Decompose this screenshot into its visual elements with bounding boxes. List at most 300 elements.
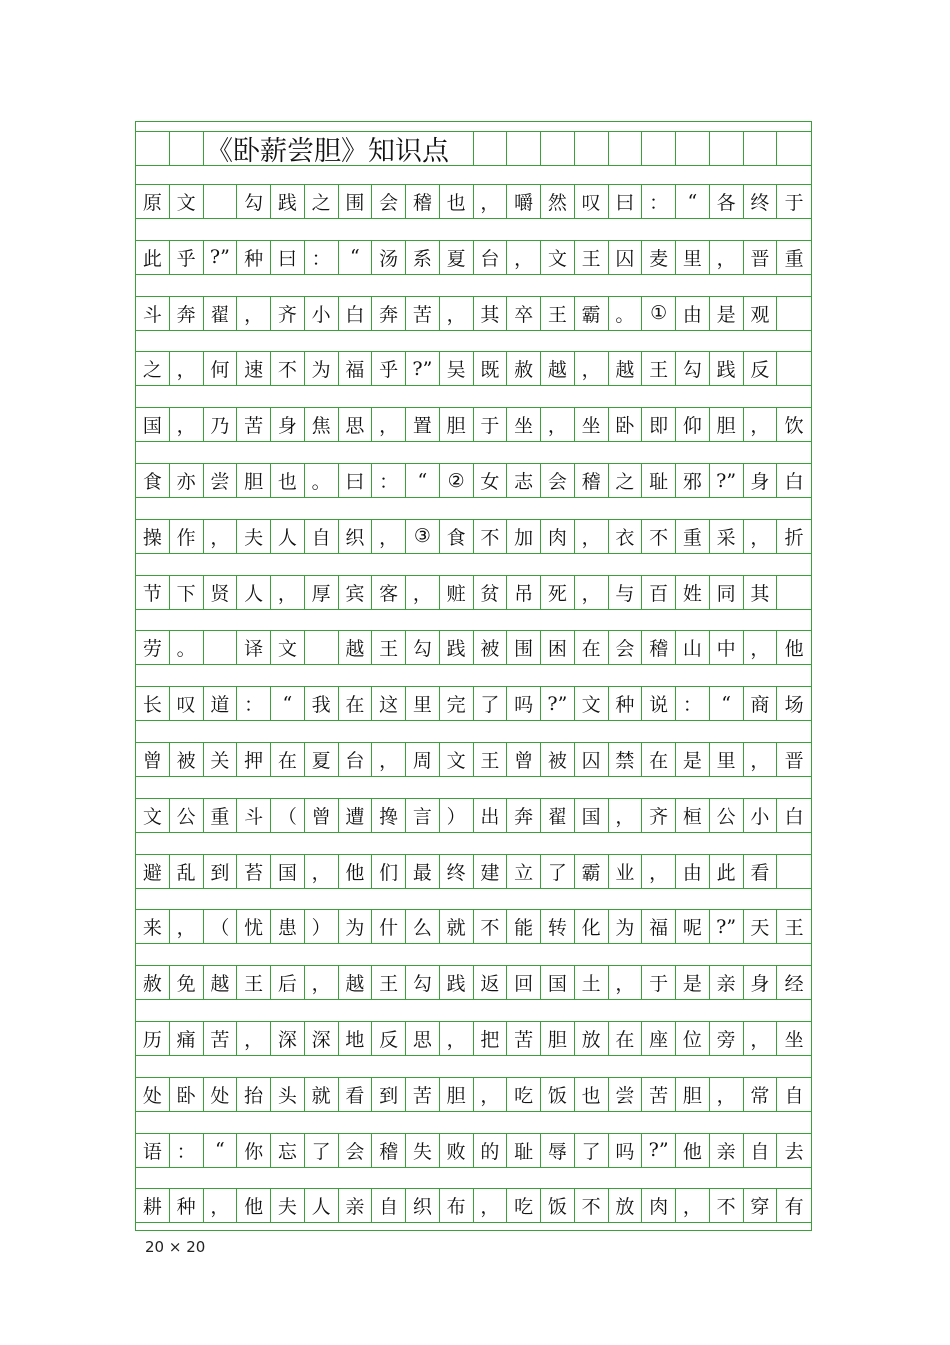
char-cell: 放 (609, 1189, 643, 1222)
char-cell: 乱 (170, 855, 204, 888)
char-cell: 采 (710, 520, 744, 553)
title-grid-cell (474, 132, 508, 165)
char-cell: 困 (541, 631, 575, 664)
char-cell: 终 (744, 185, 778, 218)
char-cell: 曾 (136, 743, 170, 776)
char-cell: 公 (710, 799, 744, 832)
char-cell: 了 (305, 1134, 339, 1167)
text-row (136, 1188, 811, 1223)
char-cell: 贫 (474, 576, 508, 609)
text-row (136, 351, 811, 386)
char-cell: 乎 (170, 241, 204, 274)
char-cell: 同 (710, 576, 744, 609)
char-cell: 也 (440, 185, 474, 218)
text-row (136, 184, 811, 219)
manuscript-grid-paper (135, 121, 812, 1231)
char-cell: “ (339, 241, 373, 274)
char-cell: 了 (575, 1134, 609, 1167)
char-cell: ， (237, 297, 271, 330)
char-cell: 周 (406, 743, 440, 776)
char-cell: 王 (575, 241, 609, 274)
char-cell: 座 (642, 1022, 676, 1055)
char-cell: 赦 (136, 966, 170, 999)
char-cell: 返 (474, 966, 508, 999)
char-cell: 宾 (339, 576, 373, 609)
char-cell: 被 (541, 743, 575, 776)
text-row (136, 296, 811, 331)
char-cell: ?” (642, 1134, 676, 1167)
char-cell: 吊 (507, 576, 541, 609)
char-cell: 囚 (575, 743, 609, 776)
char-cell: 公 (170, 799, 204, 832)
char-cell: ， (237, 1022, 271, 1055)
char-cell: 失 (406, 1134, 440, 1167)
text-row (136, 519, 811, 554)
char-cell (777, 297, 811, 330)
char-cell: 化 (575, 910, 609, 943)
char-cell: 反 (744, 352, 778, 385)
char-cell: 卒 (507, 297, 541, 330)
char-cell: 斗 (136, 297, 170, 330)
char-cell: 曰 (339, 464, 373, 497)
char-cell: ?” (406, 352, 440, 385)
char-cell: 种 (237, 241, 271, 274)
char-cell: 文 (170, 185, 204, 218)
char-cell: 原 (136, 185, 170, 218)
char-cell: 苦 (204, 1022, 238, 1055)
char-cell: 也 (271, 464, 305, 497)
char-cell: ， (676, 1189, 710, 1222)
title-grid-cell (642, 132, 676, 165)
char-cell: ： (642, 185, 676, 218)
char-cell: 处 (136, 1078, 170, 1111)
char-cell: 苦 (237, 408, 271, 441)
char-cell: ?” (541, 687, 575, 720)
text-row (136, 630, 811, 665)
char-cell: 姓 (676, 576, 710, 609)
char-cell: ， (204, 1189, 238, 1222)
char-cell: 亲 (710, 1134, 744, 1167)
char-cell: 勾 (406, 631, 440, 664)
char-cell: 身 (271, 408, 305, 441)
char-cell: 里 (676, 241, 710, 274)
char-cell: 穿 (744, 1189, 778, 1222)
char-cell: ?” (710, 464, 744, 497)
char-cell: 位 (676, 1022, 710, 1055)
char-cell: 经 (784, 973, 804, 996)
char-cell: 福 (642, 910, 676, 943)
char-cell: 会 (372, 185, 406, 218)
char-cell: 坐 (507, 408, 541, 441)
char-cell: ， (744, 631, 778, 664)
char-cell: ， (575, 576, 609, 609)
char-cell: 吃 (507, 1078, 541, 1111)
char-cell: 场 (784, 694, 804, 717)
char-cell: 何 (204, 352, 238, 385)
char-cell: 天 (744, 910, 778, 943)
char-cell: 历 (136, 1022, 170, 1055)
char-cell: 人 (305, 1189, 339, 1222)
title-grid-cell (777, 132, 811, 165)
char-cell: 到 (372, 1078, 406, 1111)
char-cell: 曾 (507, 743, 541, 776)
char-cell: 织 (339, 520, 373, 553)
char-cell: 业 (609, 855, 643, 888)
char-cell: 土 (575, 966, 609, 999)
char-cell: 忧 (237, 910, 271, 943)
char-cell: 痛 (170, 1022, 204, 1055)
char-cell: 地 (339, 1022, 373, 1055)
char-cell: 邪 (676, 464, 710, 497)
char-cell: 患 (271, 910, 305, 943)
char-cell: 翟 (541, 799, 575, 832)
char-cell: 们 (372, 855, 406, 888)
char-cell: 他 (237, 1189, 271, 1222)
char-cell: 夏 (440, 241, 474, 274)
char-cell: 抬 (237, 1078, 271, 1111)
char-cell: 为 (339, 910, 373, 943)
char-cell: 能 (507, 910, 541, 943)
char-cell: 亲 (710, 966, 744, 999)
text-row (136, 1021, 811, 1056)
char-cell: 勾 (406, 966, 440, 999)
char-cell: ③ (406, 520, 440, 553)
char-cell: 越 (609, 352, 643, 385)
char-cell: 胆 (710, 408, 744, 441)
char-cell: ， (440, 1022, 474, 1055)
char-cell: 建 (474, 855, 508, 888)
title-grid-cell (744, 132, 778, 165)
char-cell: 加 (507, 520, 541, 553)
char-cell: 于 (474, 408, 508, 441)
char-cell: 种 (170, 1189, 204, 1222)
char-cell: ① (642, 297, 676, 330)
char-cell: ， (642, 855, 676, 888)
char-cell: 死 (541, 576, 575, 609)
char-cell: 就 (305, 1078, 339, 1111)
char-cell: 看 (339, 1078, 373, 1111)
char-cell: 避 (136, 855, 170, 888)
text-row (136, 1133, 811, 1168)
char-cell: 晋 (784, 750, 804, 772)
char-cell: 免 (170, 966, 204, 999)
char-cell: 台 (474, 241, 508, 274)
char-cell: 斗 (237, 799, 271, 832)
char-cell: 与 (609, 576, 643, 609)
char-cell: 头 (271, 1078, 305, 1111)
title-grid-cell (676, 132, 710, 165)
char-cell: ， (710, 241, 744, 274)
char-cell: 其 (474, 297, 508, 330)
char-cell: 在 (609, 1022, 643, 1055)
char-cell: 节 (136, 576, 170, 609)
text-row (136, 909, 811, 944)
char-cell: 也 (575, 1078, 609, 1111)
char-cell (777, 352, 811, 385)
char-cell: 呢 (676, 910, 710, 943)
char-cell: 道 (204, 687, 238, 720)
char-cell: ， (305, 966, 339, 999)
char-cell: 焦 (305, 408, 339, 441)
char-cell: 白 (784, 471, 804, 493)
char-cell: 吃 (507, 1189, 541, 1222)
char-cell: 会 (541, 464, 575, 497)
char-cell: 越 (339, 631, 373, 664)
char-cell: 仰 (676, 408, 710, 441)
char-cell: ② (440, 464, 474, 497)
char-cell: 福 (339, 352, 373, 385)
char-cell: 小 (305, 297, 339, 330)
char-cell: 夫 (271, 1189, 305, 1222)
char-cell: 是 (676, 743, 710, 776)
char-cell: ， (170, 910, 204, 943)
char-cell: 身 (744, 966, 778, 999)
char-cell: ， (204, 520, 238, 553)
char-cell: 卧 (609, 408, 643, 441)
char-cell: “ (204, 1134, 238, 1167)
char-cell: 国 (271, 855, 305, 888)
char-cell: 勾 (676, 352, 710, 385)
char-cell: 文 (575, 687, 609, 720)
char-cell: 食 (136, 464, 170, 497)
char-cell: 译 (237, 631, 271, 664)
char-cell: 去 (784, 1140, 804, 1163)
char-cell: 在 (339, 687, 373, 720)
char-cell: 立 (507, 855, 541, 888)
char-cell: 思 (339, 408, 373, 441)
char-cell: 出 (474, 799, 508, 832)
char-cell: ） (305, 910, 339, 943)
char-cell: 商 (744, 687, 778, 720)
char-cell: 曰 (609, 185, 643, 218)
char-cell: ， (372, 408, 406, 441)
char-cell: ， (744, 1022, 778, 1055)
char-cell: 处 (204, 1078, 238, 1111)
char-cell: ， (609, 799, 643, 832)
char-cell: 卧 (170, 1078, 204, 1111)
text-row (136, 854, 811, 889)
char-cell: 王 (474, 743, 508, 776)
char-cell: 他 (784, 638, 804, 661)
char-cell: 忘 (271, 1134, 305, 1167)
char-cell: 重 (204, 799, 238, 832)
title-grid-cell (507, 132, 541, 165)
char-cell: 里 (710, 743, 744, 776)
char-cell: 了 (541, 855, 575, 888)
char-cell: ， (541, 408, 575, 441)
char-cell: 霸 (575, 855, 609, 888)
char-cell: ： (676, 687, 710, 720)
char-cell: 之 (609, 464, 643, 497)
text-row (136, 686, 811, 721)
char-cell: 厚 (305, 576, 339, 609)
char-cell: ， (744, 408, 778, 441)
char-cell: 么 (406, 910, 440, 943)
char-cell: 自 (744, 1134, 778, 1167)
char-cell: 亲 (339, 1189, 373, 1222)
char-cell: ， (744, 743, 778, 776)
char-cell: 胆 (541, 1022, 575, 1055)
char-cell: ， (305, 855, 339, 888)
char-cell: 观 (744, 297, 778, 330)
char-cell: 台 (339, 743, 373, 776)
char-cell: 作 (170, 520, 204, 553)
char-cell: 了 (474, 687, 508, 720)
char-cell: 为 (609, 910, 643, 943)
char-cell: 齐 (271, 297, 305, 330)
char-cell: 身 (744, 464, 778, 497)
char-cell: 回 (507, 966, 541, 999)
char-cell: 之 (136, 352, 170, 385)
char-cell: 人 (237, 576, 271, 609)
title-grid-cell (710, 132, 744, 165)
char-cell: 深 (271, 1022, 305, 1055)
char-cell: 乃 (204, 408, 238, 441)
char-cell: 吴 (440, 352, 474, 385)
char-cell: ， (710, 1078, 744, 1111)
char-cell: 终 (440, 855, 474, 888)
char-cell: 自 (305, 520, 339, 553)
char-cell: 越 (339, 966, 373, 999)
text-row (136, 742, 811, 777)
char-cell: 文 (271, 631, 305, 664)
char-cell: 不 (642, 520, 676, 553)
char-cell: 是 (676, 966, 710, 999)
char-cell: 曰 (271, 241, 305, 274)
char-cell: 不 (575, 1189, 609, 1222)
char-cell: 常 (744, 1078, 778, 1111)
char-cell: 赦 (507, 352, 541, 385)
char-cell (777, 576, 811, 609)
char-cell: 押 (237, 743, 271, 776)
char-cell: 织 (406, 1189, 440, 1222)
char-cell: 尝 (609, 1078, 643, 1111)
title-grid-cell (170, 132, 204, 165)
char-cell: 把 (474, 1022, 508, 1055)
char-cell: 不 (271, 352, 305, 385)
char-cell: “ (271, 687, 305, 720)
char-cell: 吗 (609, 1134, 643, 1167)
char-cell: 思 (406, 1022, 440, 1055)
text-row (136, 463, 811, 498)
char-cell: 汤 (372, 241, 406, 274)
char-cell: 你 (237, 1134, 271, 1167)
char-cell: “ (676, 185, 710, 218)
char-cell: 有 (784, 1196, 804, 1219)
char-cell: （ (271, 799, 305, 832)
char-cell: 叹 (575, 185, 609, 218)
char-cell: ?” (710, 910, 744, 943)
char-cell: 食 (440, 520, 474, 553)
char-cell: ： (305, 241, 339, 274)
char-cell: ， (474, 1078, 508, 1111)
char-cell: 文 (136, 799, 170, 832)
char-cell: ： (170, 1134, 204, 1167)
char-cell (204, 185, 238, 218)
char-cell: 系 (406, 241, 440, 274)
char-cell: 为 (305, 352, 339, 385)
char-cell: 王 (372, 966, 406, 999)
char-cell: 围 (339, 185, 373, 218)
char-cell: 越 (204, 966, 238, 999)
char-cell: ： (372, 464, 406, 497)
char-cell: 最 (406, 855, 440, 888)
char-cell: 胆 (237, 464, 271, 497)
char-cell: 不 (710, 1189, 744, 1222)
char-cell: 肉 (642, 1189, 676, 1222)
char-cell: 不 (474, 910, 508, 943)
char-cell: 稽 (575, 464, 609, 497)
char-cell: 此 (710, 855, 744, 888)
char-cell: 反 (372, 1022, 406, 1055)
char-cell: ， (372, 520, 406, 553)
char-cell: 奔 (170, 297, 204, 330)
title-grid-cell (575, 132, 609, 165)
char-cell: 女 (474, 464, 508, 497)
char-cell: 于 (784, 192, 804, 214)
char-cell: 贤 (204, 576, 238, 609)
char-cell: ， (474, 185, 508, 218)
char-cell: 文 (440, 743, 474, 776)
text-row (136, 407, 811, 442)
char-cell: 我 (305, 687, 339, 720)
char-cell: 关 (204, 743, 238, 776)
char-cell: 客 (372, 576, 406, 609)
char-cell: 文 (541, 241, 575, 274)
char-cell: 。 (170, 631, 204, 664)
char-cell: 王 (642, 352, 676, 385)
char-cell: “ (406, 464, 440, 497)
char-cell: 山 (676, 631, 710, 664)
char-cell: 转 (541, 910, 575, 943)
char-cell: 后 (271, 966, 305, 999)
char-cell: 。 (609, 297, 643, 330)
char-cell: 看 (744, 855, 778, 888)
char-cell: 来 (136, 910, 170, 943)
char-cell: ， (474, 1189, 508, 1222)
char-cell: 操 (136, 520, 170, 553)
char-cell: 是 (710, 297, 744, 330)
char-cell: 此 (136, 241, 170, 274)
char-cell: 速 (237, 352, 271, 385)
char-cell: 耻 (507, 1134, 541, 1167)
grid-size-label: 20 × 20 (145, 1238, 206, 1256)
char-cell: 言 (406, 799, 440, 832)
char-cell: 旁 (710, 1022, 744, 1055)
char-cell: 苦 (642, 1078, 676, 1111)
char-cell: “ (710, 687, 744, 720)
text-row (136, 240, 811, 275)
char-cell: 放 (575, 1022, 609, 1055)
char-cell: 叹 (170, 687, 204, 720)
title-grid-cell (136, 132, 170, 165)
char-cell: 耻 (642, 464, 676, 497)
char-cell: 曾 (305, 799, 339, 832)
title-row (136, 131, 811, 166)
title-grid-cell (609, 132, 643, 165)
char-cell: 国 (136, 408, 170, 441)
char-cell: 践 (271, 185, 305, 218)
char-cell: ， (170, 408, 204, 441)
char-cell: 饭 (541, 1189, 575, 1222)
char-cell: 越 (541, 352, 575, 385)
char-cell: 之 (305, 185, 339, 218)
char-cell: ， (406, 576, 440, 609)
char-cell: 坐 (575, 408, 609, 441)
char-cell: 在 (575, 631, 609, 664)
char-cell: 会 (339, 1134, 373, 1167)
char-cell: 嚼 (507, 185, 541, 218)
